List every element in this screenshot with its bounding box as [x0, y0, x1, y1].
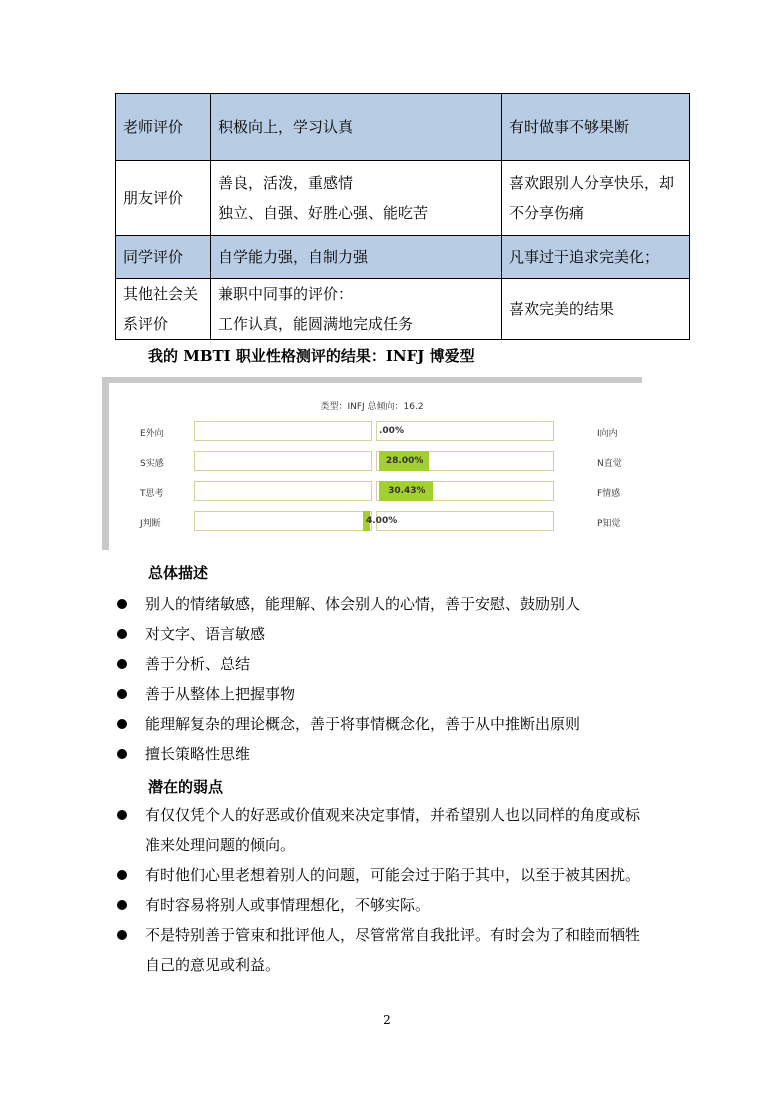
weaknesses-cell: 凡事过于追求完美化； [502, 236, 690, 279]
right-scale-box [376, 511, 554, 531]
mbti-chart [102, 377, 642, 550]
bullet-icon [117, 719, 127, 729]
weakness-list [115, 800, 705, 980]
strengths-cell: 善良，活泼，重感情 独立、自强、好胜心强、能吃苦 [211, 161, 502, 236]
evaluation-table [115, 93, 690, 340]
left-scale-box [194, 421, 372, 441]
bullet-icon [117, 930, 127, 940]
left-pole-label: E外向 [140, 429, 164, 439]
row-label: 老师评价 [116, 94, 211, 161]
right-pole-label: F情感 [597, 489, 621, 499]
left-pole-label: T思考 [140, 489, 164, 499]
chart-frame-top [102, 377, 642, 383]
bullet-icon [117, 749, 127, 759]
score-label: 4.00% [366, 516, 398, 526]
score-label: .00% [379, 426, 404, 436]
overall-list [115, 589, 705, 769]
table-row [116, 161, 690, 236]
bullet-icon [117, 870, 127, 880]
right-pole-label: N直觉 [597, 459, 622, 469]
right-pole-label: P知觉 [597, 519, 621, 529]
left-scale-box [194, 451, 372, 471]
strengths-cell: 积极向上，学习认真 [211, 94, 502, 161]
weaknesses-cell: 有时做事不够果断 [502, 94, 690, 161]
weakness-heading: 潜在的弱点 [148, 778, 224, 796]
row-label: 同学评价 [116, 236, 211, 279]
list-item: 不是特别善于管束和批评他人，尽管常常自我批评。有时会为了和睦而牺牲 自己的意见或利益。 [115, 920, 705, 980]
list-item: 有时容易将别人或事情理想化，不够实际。 [115, 890, 705, 920]
bullet-icon [117, 810, 127, 820]
left-pole-label: S实感 [140, 459, 164, 469]
table-row [116, 279, 690, 340]
list-item: 有时他们心里老想着别人的问题，可能会过于陷于其中，以至于被其困扰。 [115, 860, 705, 890]
page-number: 2 [383, 1013, 391, 1027]
left-scale-box [194, 481, 372, 501]
row-label: 其他社会关 系评价 [116, 279, 211, 340]
strengths-cell: 自学能力强，自制力强 [211, 236, 502, 279]
overall-heading: 总体描述 [148, 564, 209, 582]
list-item: 能理解复杂的理论概念，善于将事情概念化，善于从中推断出原则 [115, 709, 705, 739]
table-row [116, 94, 690, 161]
list-item: 别人的情绪敏感，能理解、体会别人的心情，善于安慰、鼓励别人 [115, 589, 705, 619]
score-label: 28.00% [385, 456, 424, 466]
right-pole-label: I向内 [597, 429, 618, 439]
bullet-icon [117, 629, 127, 639]
bullet-icon [117, 900, 127, 910]
table-row [116, 236, 690, 279]
bullet-icon [117, 659, 127, 669]
mbti-result-heading: 我的 MBTI 职业性格测评的结果：INFJ 博爱型 [148, 347, 475, 365]
row-label: 朋友评价 [116, 161, 211, 236]
list-item: 善于分析、总结 [115, 649, 705, 679]
left-scale-box [194, 511, 372, 531]
list-item: 擅长策略性思维 [115, 739, 705, 769]
score-label: 30.43% [388, 486, 426, 496]
strengths-cell: 兼职中同事的评价： 工作认真，能圆满地完成任务 [211, 279, 502, 340]
bullet-icon [117, 599, 127, 609]
list-item: 对文字、语言敏感 [115, 619, 705, 649]
list-item: 善于从整体上把握事物 [115, 679, 705, 709]
weaknesses-cell: 喜欢跟别人分享快乐，却 不分享伤痛 [502, 161, 690, 236]
chart-title: 类型：INFJ 总倾向：16.2 [320, 402, 424, 412]
left-pole-label: J判断 [140, 519, 161, 529]
list-item: 有仅仅凭个人的好恶或价值观来决定事情，并希望别人也以同样的角度或标 准来处理问题的倾向。 [115, 800, 705, 860]
weaknesses-cell: 喜欢完美的结果 [502, 279, 690, 340]
bullet-icon [117, 689, 127, 699]
